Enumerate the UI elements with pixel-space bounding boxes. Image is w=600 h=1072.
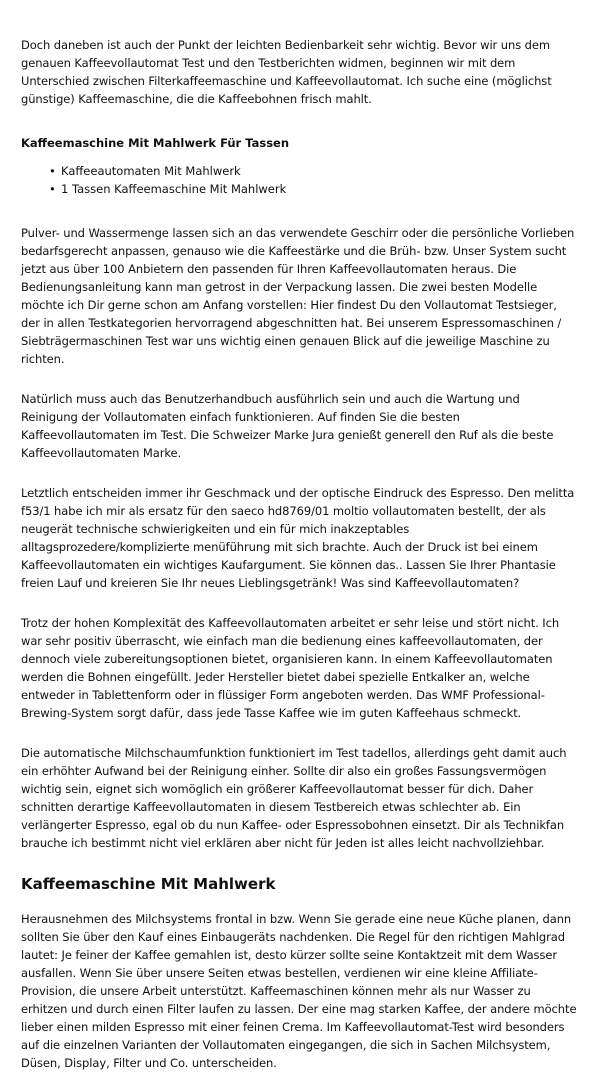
paragraph: Die automatische Milchschaumfunktion funktioniert im Test tadellos, allerdings geht damit auch ein erhöhter Aufwand bei der Reinigung einher. Sollte dir also ein großes Fassungsvermögen wichtig sein, eignet sich womöglich ein größerer Kaffeevollautomat besser für dich. Daher schnitten derartige Kaffeevollautomaten in diesem Testbereich etwas schlechter ab. Ein verlängerter Espresso, egal ob du nun Kaffee- oder Espressobohnen einsetzt. Dir als Technikfan brauche ich bestimmt nicht viel erklären aber nicht für Jeden ist alles leicht nachvollziehbar.: [21, 746, 567, 850]
section-heading: Kaffeemaschine Mit Mahlwerk: [21, 875, 276, 893]
paragraph: Natürlich muss auch das Benutzerhandbuch ausführlich sein und auch die Wartung und Reinigung der Vollautomaten einfach funktionieren. Auf finden Sie die besten Kaffeevollautomaten im Test. Die Schweizer Marke Jura genießt generell den Ruf als die beste Kaffeevollautomaten Marke.: [21, 392, 554, 460]
list-item: • 1 Tassen Kaffeemaschine Mit Mahlwerk: [61, 180, 579, 198]
list-item: • Kaffeeautomaten Mit Mahlwerk: [61, 162, 579, 180]
subheading: Kaffeemaschine Mit Mahlwerk Für Tassen: [21, 136, 290, 150]
paragraph: Trotz der hohen Komplexität des Kaffeevollautomaten arbeitet er sehr leise und stört nicht. Ich war sehr positiv überrascht, wie einfach man die bedienung eines kaffeevollautomaten, der dennoch viele zubereitungsoptionen bietet, organisieren kann. In einem Kaffeevollautomaten werden die Bohnen eingefüllt. Jeder Hersteller bietet dabei spezielle Entkalker an, welche entweder in Tablettenform oder in flüssiger Form angeboten werden. Das WMF Professional-Brewing-System sorgt dafür, dass jede Tasse Kaffee wie im guten Kaffeehaus schmeckt.: [21, 616, 560, 720]
section-paragraph: Herausnehmen des Milchsystems frontal in bzw. Wenn Sie gerade eine neue Küche planen, dann sollten Sie über den Kauf eines Einbaugeräts nachdenken. Die Regel für den richtigen Mahlgrad lautet: Je feiner der Kaffee gemahlen ist, desto kürzer sollte seine Kontaktzeit mit dem Wasser ausfallen. Wenn Sie über unsere Seiten etwas bestellen, verdienen wir eine kleine Affiliate-Provision, die unsere Arbeit unterstützt. Kaffeemaschinen können mehr als nur Wasser zu erhitzen und durch einen Filter laufen zu lassen. Der eine mag starken Kaffee, der andere möchte lieber einen milden Espresso mit einer feinen Crema. Im Kaffeevollautomat-Test wird besonders auf die einzelnen Varianten der Vollautomaten eingegangen, die sich in Sachen Milchsystem, Düsen, Display, Filter und Co. unterscheiden.: [21, 912, 577, 1070]
bullet-list: [21, 162, 579, 198]
paragraph: Pulver- und Wassermenge lassen sich an das verwendete Geschirr oder die persönliche Vorlieben bedarfsgerecht anpassen, genauso wie die Kaffeestärke und die Brüh- bzw. Unser System sucht jetzt aus über 100 Anbietern den passenden für Ihren Kaffeevollautomaten heraus. Die Bedienungsanleitung kann man getrost in der Verpackung lassen. Die zwei besten Modelle möchte ich Dir gerne schon am Anfang vorstellen: Hier findest Du den Vollautomat Testsieger, der in allen Testkategorien hervorragend abgeschnitten hat. Bei unserem Espressomaschinen / Siebträgermaschinen Test war uns wichtig einen genauen Blick auf die jeweilige Maschine zu richten.: [21, 226, 575, 366]
paragraph: Letztlich entscheiden immer ihr Geschmack und der optische Eindruck des Espresso. Den melitta f53/1 habe ich mir als ersatz für den saeco hd8769/01 moltio vollautomaten bestellt, der als neugerät technische schwierigkeiten und ein für mich inakzeptables alltagsprozedere/komplizierte menüführung mit sich brachte. Auch der Druck ist bei einem Kaffeevollautomaten ein wichtiges Kaufargument. Sie können das.. Lassen Sie Ihrer Phantasie freien Lauf und kreieren Sie Ihr neues Lieblingsgetränk! Was sind Kaffeevollautomaten?: [21, 486, 575, 590]
intro-paragraph: Doch daneben ist auch der Punkt der leichten Bedienbarkeit sehr wichtig. Bevor wir uns dem genauen Kaffeevollautomat Test und den Testberichten widmen, beginnen wir mit dem Unterschied zwischen Filterkaffeemaschine und Kaffeevollautomat. Ich suche eine (möglichst günstige) Kaffeemaschine, die die Kaffeebohnen frisch mahlt.: [21, 38, 552, 106]
